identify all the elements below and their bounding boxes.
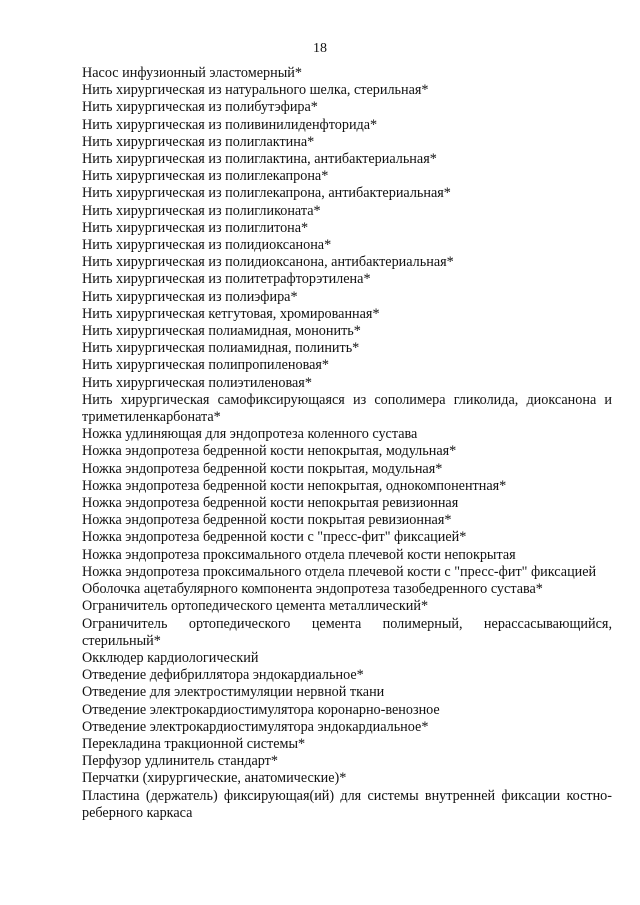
- list-item: Нить хирургическая полиэтиленовая*: [82, 374, 312, 391]
- list-item: Ножка эндопротеза проксимального отдела плечевой кости непокрытая: [82, 546, 516, 563]
- list-item: Перчатки (хирургические, анатомические)*: [82, 770, 347, 787]
- list-item: Нить хирургическая из полидиоксанона*: [82, 237, 332, 254]
- list-item: Нить хирургическая из полигликоната*: [82, 202, 321, 219]
- list-item: Отведение электрокардиостимулятора коронарно-венозное: [82, 701, 440, 718]
- list-item: Перфузор удлинитель стандарт*: [82, 753, 278, 770]
- list-item: Ножка эндопротеза бедренной кости с "пресс-фит" фиксацией*: [82, 529, 467, 546]
- list-item: Нить хирургическая из полиэфира*: [82, 288, 298, 305]
- list-item: Нить хирургическая из политетрафторэтилена*: [82, 271, 371, 288]
- list-item: Пластина (держатель) фиксирующая(ий) для системы внутренней фиксации костно-реберного каркаса: [82, 787, 612, 821]
- list-item: Ножка эндопротеза бедренной кости непокрытая ревизионная: [82, 495, 459, 512]
- list-item: Нить хирургическая из полиглактина, антибактериальная*: [82, 151, 437, 168]
- list-item: Ограничитель ортопедического цемента металлический*: [82, 598, 429, 615]
- list-item: Перекладина тракционной системы*: [82, 735, 306, 752]
- page-number: 18: [313, 41, 327, 56]
- list-item: Нить хирургическая самофиксирующаяся из сополимера гликолида, диоксанона и триметиленкарбоната*: [82, 391, 612, 426]
- list-item: Нить хирургическая полиамидная, мононить*: [82, 323, 361, 340]
- list-item: Нить хирургическая кетгутовая, хромированная*: [82, 305, 380, 322]
- list-item: Ножка эндопротеза проксимального отдела плечевой кости с "пресс-фит" фиксацией: [82, 563, 597, 580]
- list-item: Ограничитель ортопедического цемента полимерный, нерассасывающийся, стерильный*: [82, 615, 612, 649]
- list-item: Отведение дефибриллятора эндокардиальное*: [82, 667, 364, 684]
- list-item: Нить хирургическая из полибутэфира*: [82, 99, 318, 116]
- list-item: Нить хирургическая из полиглитона*: [82, 219, 309, 236]
- list-item: Нить хирургическая из поливинилиденфторида*: [82, 116, 378, 133]
- item-list: [82, 65, 612, 822]
- list-item: Нить хирургическая из полиглекапрона*: [82, 168, 329, 185]
- list-item: Ножка эндопротеза бедренной кости непокрытая, модульная*: [82, 443, 457, 460]
- list-item: Нить хирургическая из полиглактина*: [82, 133, 315, 150]
- list-item: Окклюдер кардиологический: [82, 649, 259, 666]
- list-item: Насос инфузионный эластомерный*: [82, 65, 302, 81]
- list-item: Оболочка ацетабулярного компонента эндопротеза тазобедренного сустава*: [82, 581, 543, 598]
- list-item: Нить хирургическая полиамидная, полинить*: [82, 340, 360, 357]
- list-item: Отведение электрокардиостимулятора эндокардиальное*: [82, 718, 429, 735]
- list-item: Ножка эндопротеза бедренной кости покрытая, модульная*: [82, 460, 443, 477]
- list-item: Нить хирургическая из натурального шелка, стерильная*: [82, 82, 429, 99]
- list-item: Нить хирургическая из полиглекапрона, антибактериальная*: [82, 185, 451, 202]
- list-item: Ножка эндопротеза бедренной кости покрытая ревизионная*: [82, 512, 452, 529]
- list-item: Нить хирургическая полипропиленовая*: [82, 357, 330, 374]
- list-item: Ножка удлиняющая для эндопротеза коленного сустава: [82, 426, 418, 443]
- list-item: Ножка эндопротеза бедренной кости непокрытая, однокомпонентная*: [82, 477, 507, 494]
- list-item: Отведение для электростимуляции нервной ткани: [82, 684, 385, 701]
- list-item: Нить хирургическая из полидиоксанона, антибактериальная*: [82, 254, 454, 271]
